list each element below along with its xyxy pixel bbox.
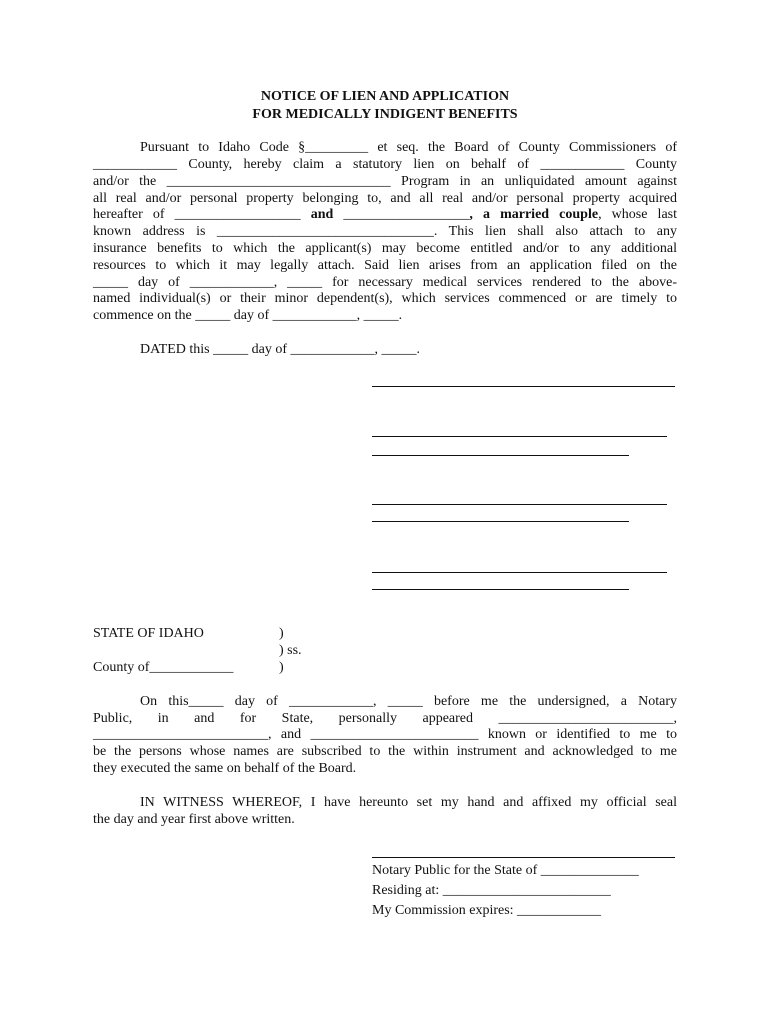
signature-line <box>372 455 629 456</box>
notary-line: they executed the same on behalf of the Board. <box>93 761 357 776</box>
signature-line <box>372 572 667 573</box>
lien-line: _____ day of ____________, _____ for necessary medical services rendered to the above- <box>93 275 677 290</box>
document-title-line-2: FOR MEDICALLY INDIGENT BENEFITS <box>252 107 518 122</box>
lien-line: known address is _______________________________. This lien shall also attach to any <box>93 224 677 239</box>
commission-expires-line: My Commission expires: ____________ <box>372 903 602 918</box>
signature-line <box>372 589 629 590</box>
lien-line: Pursuant to Idaho Code §_________ et seq. the Board of County Commissioners of <box>140 140 677 155</box>
venue-paren: ) <box>279 660 284 675</box>
lien-line-married-couple <box>93 206 677 223</box>
lien-line: all real and/or personal property belonging to, and all real and/or personal property acquired <box>93 191 677 206</box>
lien-line-text: hereafter of __________________ <box>93 207 311 222</box>
lien-line: named individual(s) or their minor dependent(s), which services commenced or are timely to <box>93 291 677 306</box>
signature-line <box>372 386 675 387</box>
document-title-line-1: NOTICE OF LIEN AND APPLICATION <box>260 89 510 104</box>
lien-line: ____________ County, hereby claim a statutory lien on behalf of ____________ County <box>93 157 677 172</box>
venue-ss: ) ss. <box>279 643 302 658</box>
married-couple-bold: , a married couple <box>469 207 599 222</box>
notary-line: _________________________, and ________________________ known or identified to me to <box>93 727 677 742</box>
signature-line <box>372 504 667 505</box>
residing-at-line: Residing at: ________________________ <box>372 883 611 898</box>
lien-line: insurance benefits to which the applicant(s) may become entitled and/or to any additional <box>93 241 677 256</box>
lien-line-text: __________________ <box>333 207 470 222</box>
notary-line: be the persons whose names are subscribed to the within instrument and acknowledged to me <box>93 744 677 759</box>
venue-paren: ) <box>279 626 284 641</box>
lien-line: and/or the ________________________________ Program in an unliquidated amount against <box>93 174 677 189</box>
lien-line: resources to which it may legally attach. Said lien arises from an application filed on the <box>93 258 677 273</box>
witness-line: the day and year first above written. <box>93 812 295 827</box>
dated-line: DATED this _____ day of ____________, _____. <box>140 342 420 357</box>
lien-line-text: , whose last <box>598 207 677 222</box>
notary-public-line: Notary Public for the State of ______________ <box>372 863 639 878</box>
witness-line: IN WITNESS WHEREOF, I have hereunto set my hand and affixed my official seal <box>140 795 677 810</box>
signature-line <box>372 436 667 437</box>
lien-line: commence on the _____ day of ____________, _____. <box>93 308 403 323</box>
venue-state: STATE OF IDAHO <box>93 626 204 641</box>
notary-line: On this_____ day of ____________, _____ before me the undersigned, a Notary <box>140 694 677 709</box>
venue-county: County of____________ <box>93 660 234 675</box>
and-bold: and <box>310 207 334 222</box>
notary-signature-line <box>372 857 675 858</box>
signature-line <box>372 521 629 522</box>
notary-line: Public, in and for State, personally appeared _________________________, <box>93 711 677 726</box>
